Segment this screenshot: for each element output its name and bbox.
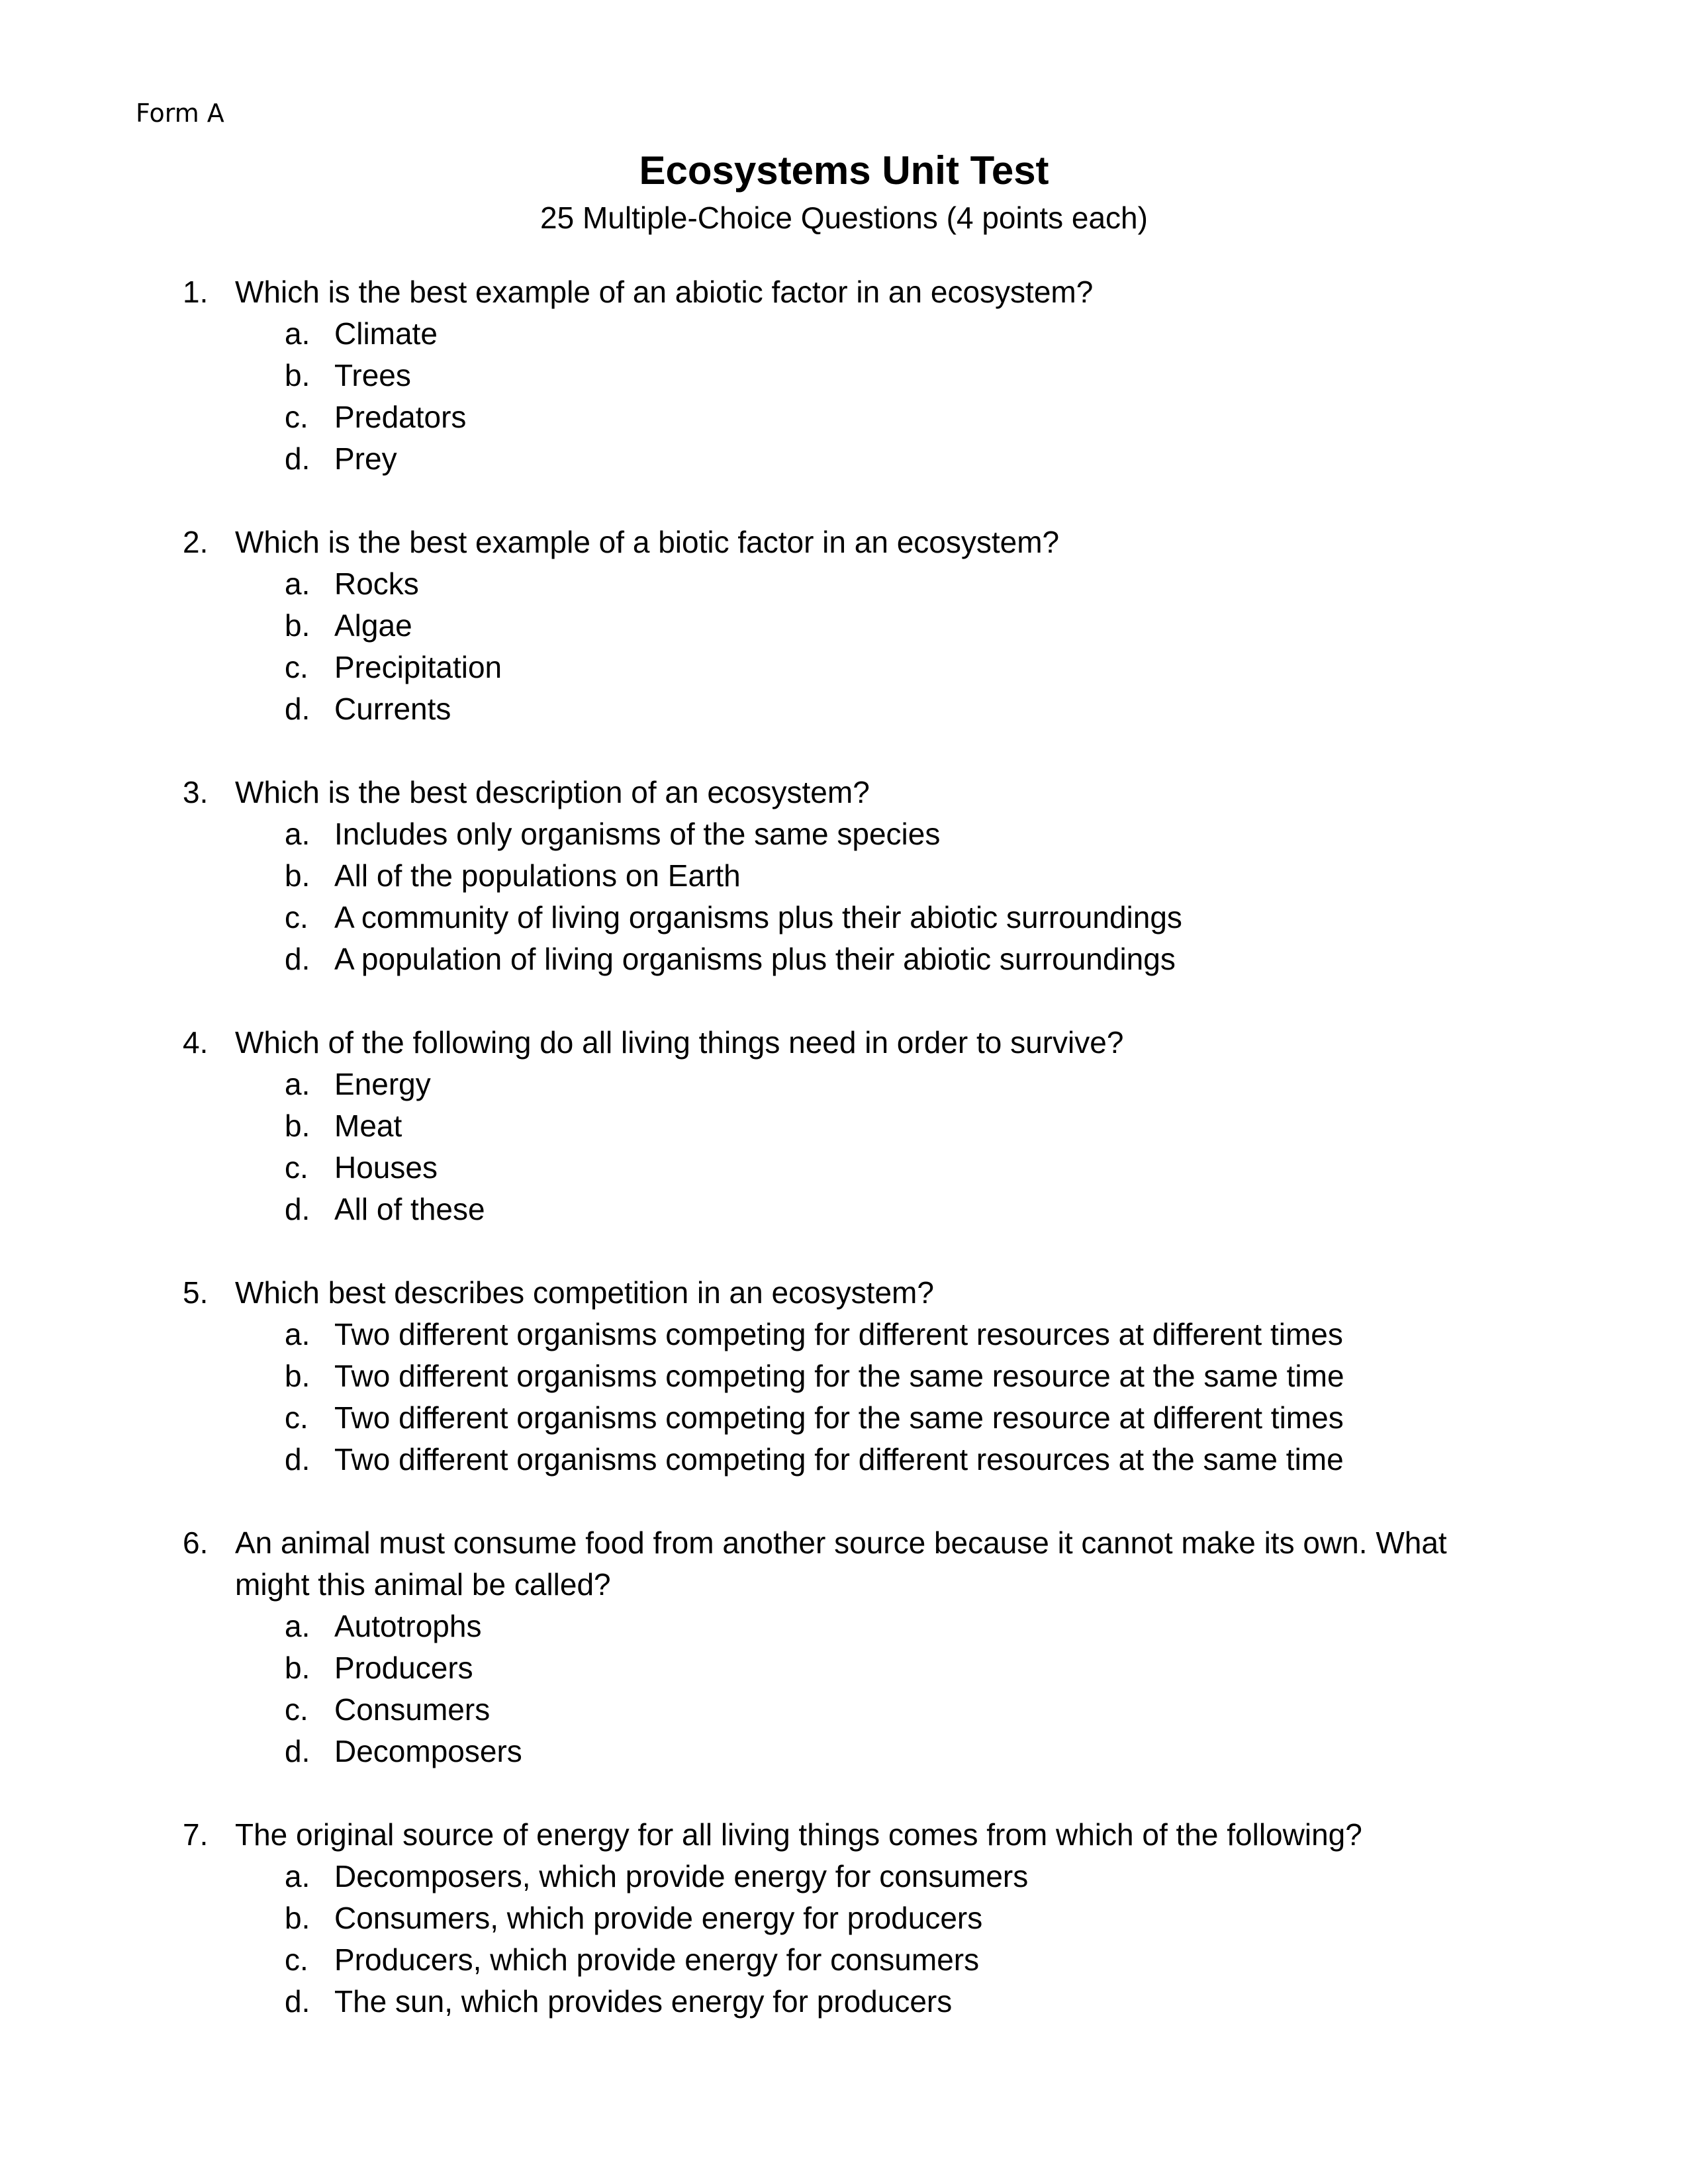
question-text: Which best describes competition in an ecosystem? bbox=[235, 1275, 934, 1310]
option-letter: d. bbox=[285, 1984, 310, 2019]
option-letter: b. bbox=[285, 858, 310, 893]
answer-option bbox=[0, 1731, 1688, 1772]
answer-option bbox=[0, 1939, 1688, 1981]
answer-option bbox=[0, 1439, 1688, 1480]
option-letter: c. bbox=[285, 1150, 308, 1185]
answer-option bbox=[0, 396, 1688, 438]
answer-option bbox=[0, 938, 1688, 980]
answer-options bbox=[0, 563, 1688, 730]
question-number: 5. bbox=[183, 1275, 209, 1310]
question-item bbox=[0, 1522, 1688, 1772]
option-text: Producers bbox=[334, 1651, 473, 1685]
question-row bbox=[0, 271, 1513, 313]
page-subtitle: 25 Multiple-Choice Questions (4 points each) bbox=[540, 201, 1148, 235]
option-letter: d. bbox=[285, 692, 310, 726]
option-text: Two different organisms competing for different resources at the same time bbox=[334, 1442, 1344, 1477]
option-letter: d. bbox=[285, 441, 310, 476]
question-item bbox=[0, 522, 1688, 730]
option-text: Climate bbox=[334, 316, 438, 351]
answer-option bbox=[0, 1105, 1688, 1147]
answer-option bbox=[0, 1606, 1688, 1647]
question-item bbox=[0, 271, 1688, 480]
page-title: Ecosystems Unit Test bbox=[639, 148, 1049, 193]
answer-option bbox=[0, 355, 1688, 396]
answer-option bbox=[0, 1355, 1688, 1397]
option-letter: a. bbox=[285, 567, 310, 601]
answer-option bbox=[0, 1689, 1688, 1731]
option-letter: d. bbox=[285, 1192, 310, 1226]
option-letter: a. bbox=[285, 316, 310, 351]
option-letter: d. bbox=[285, 1734, 310, 1768]
answer-option bbox=[0, 1647, 1688, 1689]
answer-options bbox=[0, 1856, 1688, 2023]
option-letter: c. bbox=[285, 1400, 308, 1435]
answer-option bbox=[0, 1897, 1688, 1939]
answer-option bbox=[0, 855, 1688, 897]
option-text: Producers, which provide energy for consumers bbox=[334, 1942, 980, 1977]
option-text: Autotrophs bbox=[334, 1609, 482, 1643]
question-item bbox=[0, 1814, 1688, 2023]
answer-option bbox=[0, 563, 1688, 605]
answer-option bbox=[0, 1981, 1688, 2023]
option-text: Houses bbox=[334, 1150, 438, 1185]
option-letter: c. bbox=[285, 650, 308, 684]
option-text: All of these bbox=[334, 1192, 485, 1226]
answer-option bbox=[0, 647, 1688, 688]
question-text: Which of the following do all living things need in order to survive? bbox=[235, 1025, 1124, 1060]
option-text: Predators bbox=[334, 400, 467, 434]
answer-option bbox=[0, 688, 1688, 730]
option-letter: c. bbox=[285, 900, 308, 934]
option-text: The sun, which provides energy for producers bbox=[334, 1984, 953, 2019]
option-letter: b. bbox=[285, 358, 310, 392]
answer-options bbox=[0, 1314, 1688, 1480]
option-text: A population of living organisms plus their abiotic surroundings bbox=[334, 942, 1176, 976]
question-number: 7. bbox=[183, 1817, 209, 1852]
option-text: Two different organisms competing for the same resource at different times bbox=[334, 1400, 1344, 1435]
question-number: 3. bbox=[183, 775, 209, 809]
question-number: 1. bbox=[183, 275, 209, 309]
option-text: Energy bbox=[334, 1067, 431, 1101]
option-text: Meat bbox=[334, 1109, 402, 1143]
option-text: All of the populations on Earth bbox=[334, 858, 741, 893]
option-text: Includes only organisms of the same species bbox=[334, 817, 941, 851]
option-text: Two different organisms competing for different resources at different times bbox=[334, 1317, 1343, 1351]
answer-options bbox=[0, 1064, 1688, 1230]
option-text: Consumers, which provide energy for producers bbox=[334, 1901, 983, 1935]
question-number: 6. bbox=[183, 1525, 209, 1560]
option-letter: a. bbox=[285, 817, 310, 851]
question-text: The original source of energy for all living things comes from which of the following? bbox=[235, 1817, 1362, 1852]
option-text: Algae bbox=[334, 608, 412, 643]
question-item bbox=[0, 772, 1688, 980]
answer-option bbox=[0, 605, 1688, 647]
form-label: Form A bbox=[136, 99, 224, 128]
answer-option bbox=[0, 1856, 1688, 1897]
question-text: An animal must consume food from another source because it cannot make its own. What might this animal be called? bbox=[235, 1525, 1447, 1602]
answer-option bbox=[0, 813, 1688, 855]
question-row bbox=[0, 1022, 1513, 1064]
option-text: Consumers bbox=[334, 1692, 491, 1727]
option-text: Rocks bbox=[334, 567, 419, 601]
question-item bbox=[0, 1272, 1688, 1480]
option-letter: a. bbox=[285, 1067, 310, 1101]
answer-options bbox=[0, 813, 1688, 980]
question-list bbox=[0, 271, 1688, 2064]
question-number: 4. bbox=[183, 1025, 209, 1060]
option-text: Precipitation bbox=[334, 650, 502, 684]
question-row bbox=[0, 1522, 1513, 1606]
question-item bbox=[0, 1022, 1688, 1230]
answer-option bbox=[0, 438, 1688, 480]
option-letter: b. bbox=[285, 1109, 310, 1143]
option-letter: d. bbox=[285, 1442, 310, 1477]
option-letter: b. bbox=[285, 1901, 310, 1935]
option-letter: b. bbox=[285, 608, 310, 643]
option-text: A community of living organisms plus their abiotic surroundings bbox=[334, 900, 1182, 934]
option-text: Decomposers, which provide energy for consumers bbox=[334, 1859, 1029, 1893]
option-text: Currents bbox=[334, 692, 451, 726]
question-text: Which is the best example of a biotic factor in an ecosystem? bbox=[235, 525, 1060, 559]
option-text: Trees bbox=[334, 358, 411, 392]
question-row bbox=[0, 1272, 1513, 1314]
answer-option bbox=[0, 313, 1688, 355]
question-number: 2. bbox=[183, 525, 209, 559]
option-letter: a. bbox=[285, 1609, 310, 1643]
option-text: Two different organisms competing for the same resource at the same time bbox=[334, 1359, 1344, 1393]
option-text: Decomposers bbox=[334, 1734, 522, 1768]
answer-option bbox=[0, 1147, 1688, 1189]
question-row bbox=[0, 1814, 1513, 1856]
answer-option bbox=[0, 1314, 1688, 1355]
option-letter: d. bbox=[285, 942, 310, 976]
answer-option bbox=[0, 1064, 1688, 1105]
question-row bbox=[0, 522, 1513, 563]
answer-option bbox=[0, 1397, 1688, 1439]
option-letter: c. bbox=[285, 1692, 308, 1727]
option-text: Prey bbox=[334, 441, 397, 476]
option-letter: b. bbox=[285, 1651, 310, 1685]
option-letter: c. bbox=[285, 1942, 308, 1977]
question-text: Which is the best description of an ecosystem? bbox=[235, 775, 870, 809]
option-letter: a. bbox=[285, 1317, 310, 1351]
answer-options bbox=[0, 313, 1688, 480]
question-text: Which is the best example of an abiotic factor in an ecosystem? bbox=[235, 275, 1094, 309]
question-row bbox=[0, 772, 1513, 813]
answer-option bbox=[0, 897, 1688, 938]
option-letter: b. bbox=[285, 1359, 310, 1393]
option-letter: c. bbox=[285, 400, 308, 434]
answer-option bbox=[0, 1189, 1688, 1230]
option-letter: a. bbox=[285, 1859, 310, 1893]
answer-options bbox=[0, 1606, 1688, 1772]
